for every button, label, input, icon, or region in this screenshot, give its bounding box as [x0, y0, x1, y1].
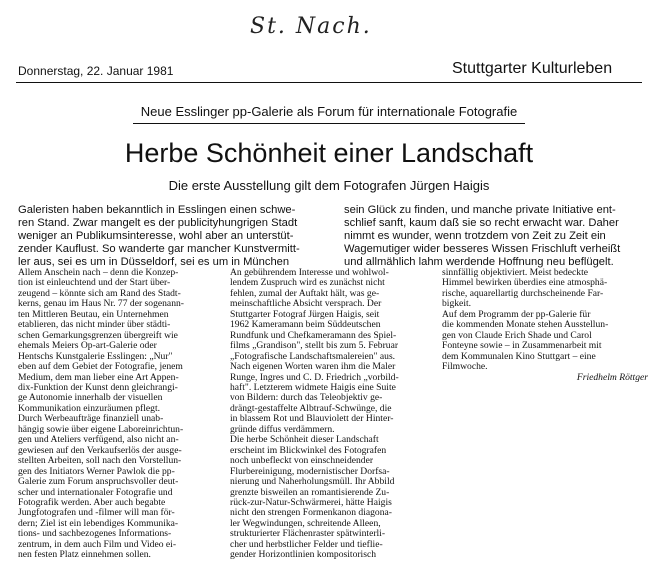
body-line: Fonteyne sowie – in Zusammenarbeit mit — [442, 341, 602, 352]
body-line: Kommunikation einzuräumen pflegt. — [18, 403, 161, 414]
body-line: fehlen, zumal der Auftakt hält, was ge- — [230, 288, 380, 299]
body-line: hängig sowie über eigene Laboreinrichtun- — [18, 424, 184, 435]
body-line: dix-Funktion der Kunst denn gleichrangi- — [18, 382, 178, 393]
body-column-1 — [18, 268, 224, 561]
body-line: ler Wegwindungen, schreitende Alleen, — [230, 518, 381, 529]
article-headline: Herbe Schönheit einer Landschaft — [124, 138, 534, 168]
body-line: tion ist einleuchtend und der Start über- — [18, 278, 171, 289]
body-line: drängt-gestaffelte Albtrauf-Schwünge, die — [230, 403, 392, 414]
body-line: Runge, Ingres und C. D. Friedrich „vorbild- — [230, 372, 399, 383]
body-line: kerns, genau im Haus Nr. 77 der sogenann- — [18, 299, 184, 310]
body-line: Galerie zum Forum anspruchsvoller deut- — [18, 477, 179, 488]
body-line: gen von Claude Erich Shade und Carol — [442, 330, 592, 341]
lead-paragraph-right — [344, 204, 644, 269]
lead-paragraph-left — [18, 204, 332, 269]
body-line: noch unbefleckt von einschneidender — [230, 456, 374, 467]
handwritten-annotation: St. Nach. — [250, 14, 372, 39]
body-line: Allem Anschein nach – denn die Konzep- — [18, 268, 179, 278]
body-line: „Fotografische Landschaftsmalereien" aus. — [230, 351, 396, 362]
body-line: Filmwoche. — [442, 362, 488, 373]
body-line: stellten Arbeiten, soll nach den Vorstellun- — [18, 456, 182, 467]
body-line: Stuttgarter Fotograf Jürgen Haigis, seit — [230, 309, 380, 320]
body-line: Medium, dem man lieber eine Art Appen- — [18, 372, 179, 383]
body-line: grenzte bisweilen an romantisierende Zu- — [230, 487, 390, 498]
body-line: Auf dem Programm der pp-Galerie für — [442, 309, 591, 320]
lead-line: schlief sanft, kaum daß sie so recht erwacht war. Daher — [344, 217, 619, 229]
body-line: nen festen Platz einnehmen sollen. — [18, 550, 151, 561]
lead-line: ler aus, sei es um in Düsseldorf, sei es um in München — [18, 256, 290, 268]
body-line: ten Mittleren Beutau, ein Unternehmen — [18, 309, 169, 320]
body-line: Jungfotografen und -filmer will man för- — [18, 508, 175, 519]
body-line: dem Kommunalen Kino Stuttgart – eine — [442, 351, 596, 362]
body-line: gründe diffus verdämmern. — [230, 424, 335, 435]
lead-line: Galeristen haben bekanntlich in Esslingen einen schwe- — [18, 204, 296, 216]
lead-line: Wagemutiger wider besseres Wissen Frischluft verheißt — [344, 243, 621, 255]
lead-line: nimmt es wunder, wenn trotzdem von Zeit zu Zeit ein — [344, 230, 606, 242]
body-line: etablieren, das nicht minder über städti- — [18, 320, 171, 331]
body-line: rische, aquarellartig durchscheinende Far- — [442, 288, 604, 299]
body-line: zentrum, in dem auch Film und Video ei- — [18, 539, 177, 550]
lead-line: und allmählich lahm werdende Hoffnung neu beflügelt. — [344, 256, 614, 268]
body-line: sinnfällig objektiviert. Meist bedeckte — [442, 268, 589, 278]
body-line: tions- und sachbezogenes Informations- — [18, 529, 172, 540]
body-line: bigkeit. — [442, 299, 472, 310]
section-title: Stuttgarter Kulturleben — [452, 60, 613, 77]
lead-line: sein Glück zu finden, und manche private Initiative ent- — [344, 204, 616, 216]
article-subheadline: Die erste Ausstellung gilt dem Fotografen Jürgen Haigis — [168, 178, 490, 193]
masthead-rule — [16, 82, 642, 83]
body-line: lendem Zuspruch wird es zunächst nicht — [230, 278, 385, 289]
body-line: zeugend – könnte sich am Rand des Stadt- — [18, 288, 181, 299]
issue-date: Donnerstag, 22. Januar 1981 — [18, 64, 174, 78]
body-line: eben auf dem Gebiet der Fotografie, jenem — [18, 362, 183, 373]
kicker-rule — [133, 123, 525, 124]
body-line: An gebührendem Interesse und wohlwol- — [230, 268, 389, 278]
body-column-2 — [230, 268, 436, 561]
body-line: gen des Initiators Werner Pawlok die pp- — [18, 466, 175, 477]
body-line: films „Grandison", stellt bis zum 5. Februar — [230, 341, 399, 352]
body-line: dern; Ziel ist ein lebendiges Kommunika- — [18, 518, 179, 529]
body-line: in blassem Rot und Blauviolett der Hinter- — [230, 414, 394, 425]
body-line: gen und Ateliers verfügend, also nicht an- — [18, 435, 179, 446]
body-line: gender Horizontlinien kompositorisch — [230, 550, 377, 561]
body-line: die kommenden Monate stehen Ausstellun- — [442, 320, 609, 331]
body-line: gewiesen auf den Verkaufserlös der ausge- — [18, 445, 182, 456]
body-line: Durch Werbeaufträge finanziell unab- — [18, 414, 164, 425]
body-line: ge Autonomie innerhalb der visuellen — [18, 393, 163, 404]
body-line: nicht den strengen Formenkanon diagona- — [230, 508, 392, 519]
body-column-3 — [442, 268, 648, 383]
lead-line: ren Stand. Zwar mangelt es der publicityhungrigen Stadt — [18, 217, 298, 229]
body-line: haft". Letzterem widmete Haigis eine Suite — [230, 382, 396, 393]
body-line: erscheint im Blickwinkel des Fotografen — [230, 445, 387, 456]
article-kicker: Neue Esslinger pp-Galerie als Forum für internationale Fotografie — [140, 104, 518, 119]
body-line: Himmel bewirken überdies eine atmosphä- — [442, 278, 608, 289]
body-line: schen Gemarkungsgrenzen übergreift wie — [18, 330, 178, 341]
body-line: Nach eigenen Worten waren ihm die Maler — [230, 362, 396, 373]
body-line: ehemals Meiers Op-art-Galerie oder — [18, 341, 157, 352]
body-line: strukturierter Flächenraster spätwinterli- — [230, 529, 386, 540]
author-signature: Friedhelm Röttger — [576, 372, 648, 383]
body-line: Hentschs Kunstgalerie Esslingen: „Nur" — [18, 351, 173, 362]
body-line: rück-zur-Natur-Schwärmerei, hätte Haigis — [230, 497, 392, 508]
body-line: meinschaftliche Absicht versprach. Der — [230, 299, 382, 310]
lead-line: weniger an Publikumsinteresse, wohl aber an unterstüt- — [18, 230, 294, 242]
body-line: cher und herbstlicher Felder und tieflie- — [230, 539, 383, 550]
body-line: von Bildern: durch das Teleobjektiv ge- — [230, 393, 383, 404]
body-line: Fotografik werden. Aber auch begabte — [18, 497, 166, 508]
body-line: scher und internationaler Fotografie und — [18, 487, 173, 498]
lead-line: zender Kauflust. So wanderte gar mancher Kunstvermitt- — [18, 243, 300, 255]
body-line: Flurbereinigung, modernistischer Dorfsa- — [230, 466, 390, 477]
body-line: Rundfunk und Chefkameramann des Spiel- — [230, 330, 397, 341]
body-line: 1962 Kameramann beim Süddeutschen — [230, 320, 381, 331]
body-line: nierung und Naherholungsmüll. Ihr Abbild — [230, 477, 395, 488]
body-line: Die herbe Schönheit dieser Landschaft — [230, 435, 379, 446]
